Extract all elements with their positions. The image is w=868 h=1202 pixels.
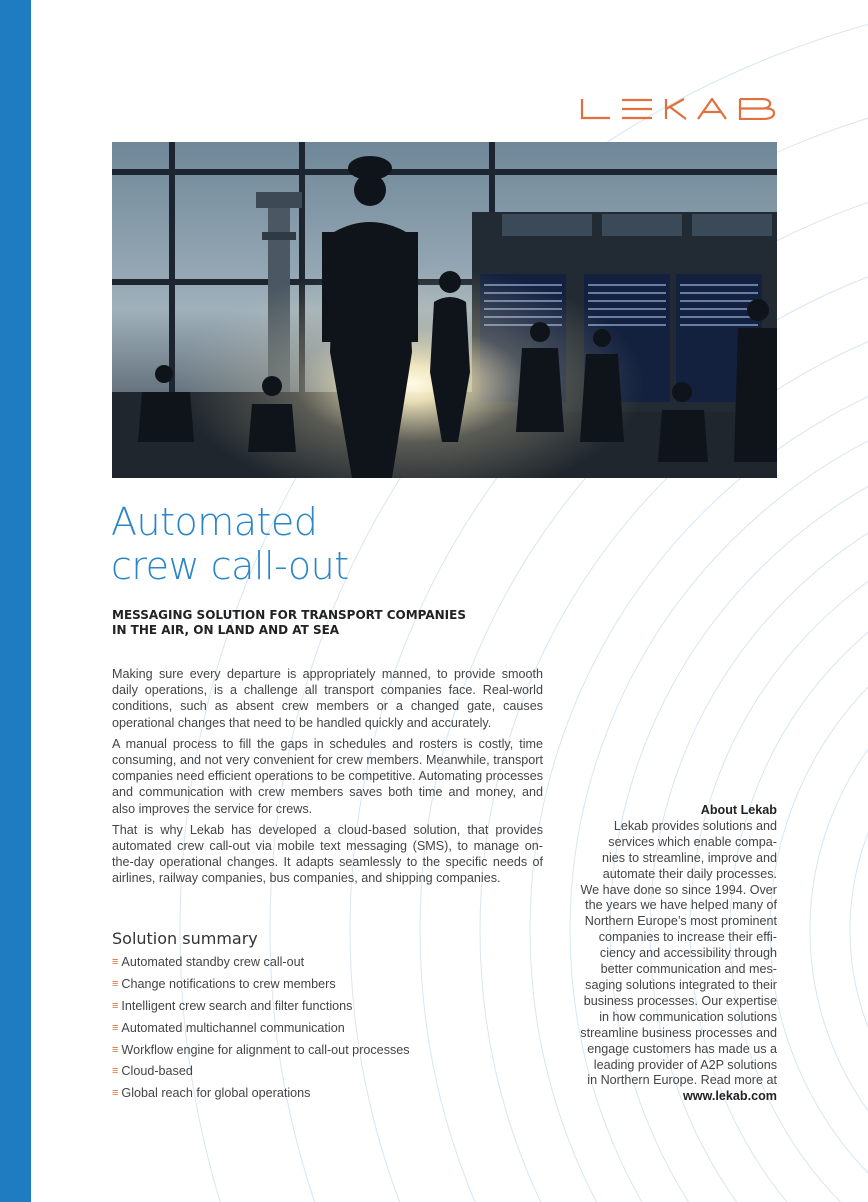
about-line: engage customers has made us a (587, 1041, 777, 1056)
about-line: streamline business processes and (580, 1025, 777, 1040)
body-text (112, 666, 543, 892)
about-line: saging solutions integrated to their (585, 977, 777, 992)
list-item (112, 1018, 410, 1040)
list-item-text: Cloud-based (121, 1064, 193, 1079)
about-line: the years we have helped many of (585, 898, 777, 913)
bullet-icon: ≡ (112, 1087, 119, 1100)
about-line: in how communication solutions (599, 1009, 777, 1024)
bullet-icon: ≡ (112, 1043, 119, 1056)
bullet-icon: ≡ (112, 977, 119, 990)
list-item-text: Change notifications to crew members (121, 976, 336, 991)
body-paragraph-1: Making sure every departure is appropriately manned, to provide smooth daily operations, is a challenge all transport companies face. Real-world conditions, such as absent crew members or a changed gate, causes operational changes that need to be handled quickly and accurately. (112, 667, 543, 730)
bullet-icon: ≡ (112, 956, 119, 968)
side-accent-bar (0, 0, 31, 1202)
subtitle-line-2: IN THE AIR, ON LAND AND AT SEA (112, 623, 340, 637)
bullet-icon: ≡ (112, 999, 119, 1012)
hero-photo (112, 142, 777, 478)
about-line: Lekab provides solutions and (613, 818, 777, 833)
summary-heading: Solution summary (112, 929, 258, 948)
list-item-text: Automated multichannel communication (121, 1020, 345, 1035)
body-paragraph-2: A manual process to fill the gaps in schedules and rosters is costly, time consuming, and not very convenient for crew members. Meanwhile, transport companies need efficient operations to be competitive. Automating processes and communication with crew members saves both time and money, and also improves the service for crews. (112, 736, 544, 816)
about-line: We have done so since 1994. Over (580, 882, 777, 897)
list-item-text: Workflow engine for alignment to call-out processes (121, 1042, 410, 1057)
list-item-text: Intelligent crew search and filter functions (121, 998, 353, 1013)
body-paragraph-3: That is why Lekab has developed a cloud-based solution, that provides automated crew call-out via mobile text messaging (SMS), to manage on-the-day operational changes. It adapts seamlessly to the specific needs of airlines, railway companies, bus companies, and shipping companies. (112, 822, 543, 886)
document-subtitle (112, 608, 466, 638)
about-line: better communication and mes- (600, 962, 777, 977)
summary-list (112, 952, 410, 1105)
about-line: Northern Europe’s most prominent (584, 914, 777, 929)
title-line-1: Automated (111, 500, 318, 544)
lekab-website-link[interactable]: www.lekab.com (682, 1089, 777, 1104)
list-item (112, 952, 410, 974)
about-line: in Northern Europe. Read more at (587, 1073, 777, 1088)
list-item (112, 1083, 410, 1105)
subtitle-line-1: MESSAGING SOLUTION FOR TRANSPORT COMPANIES (112, 608, 466, 622)
lekab-logo (580, 98, 778, 120)
document-title (111, 500, 349, 588)
about-line: business processes. Our expertise (583, 993, 777, 1008)
bullet-icon: ≡ (112, 1065, 119, 1078)
title-line-2: crew call-out (111, 544, 349, 588)
list-item-text: Automated standby crew call-out (121, 955, 305, 969)
about-heading: About Lekab (700, 803, 777, 817)
list-item (112, 996, 410, 1018)
about-line: companies to increase their effi- (598, 930, 777, 945)
list-item-text: Global reach for global operations (121, 1086, 311, 1101)
about-line: services which enable compa- (608, 834, 777, 849)
about-line: automate their daily processes. (602, 866, 777, 881)
bullet-icon: ≡ (112, 1021, 119, 1034)
list-item (112, 1040, 410, 1062)
about-line: leading provider of A2P solutions (593, 1057, 777, 1072)
list-item (112, 974, 410, 996)
list-item (112, 1061, 410, 1083)
about-lekab-box (560, 803, 777, 1105)
about-line: nies to streamline, improve and (602, 850, 777, 865)
about-line: ciency and accessibility through (599, 946, 777, 961)
